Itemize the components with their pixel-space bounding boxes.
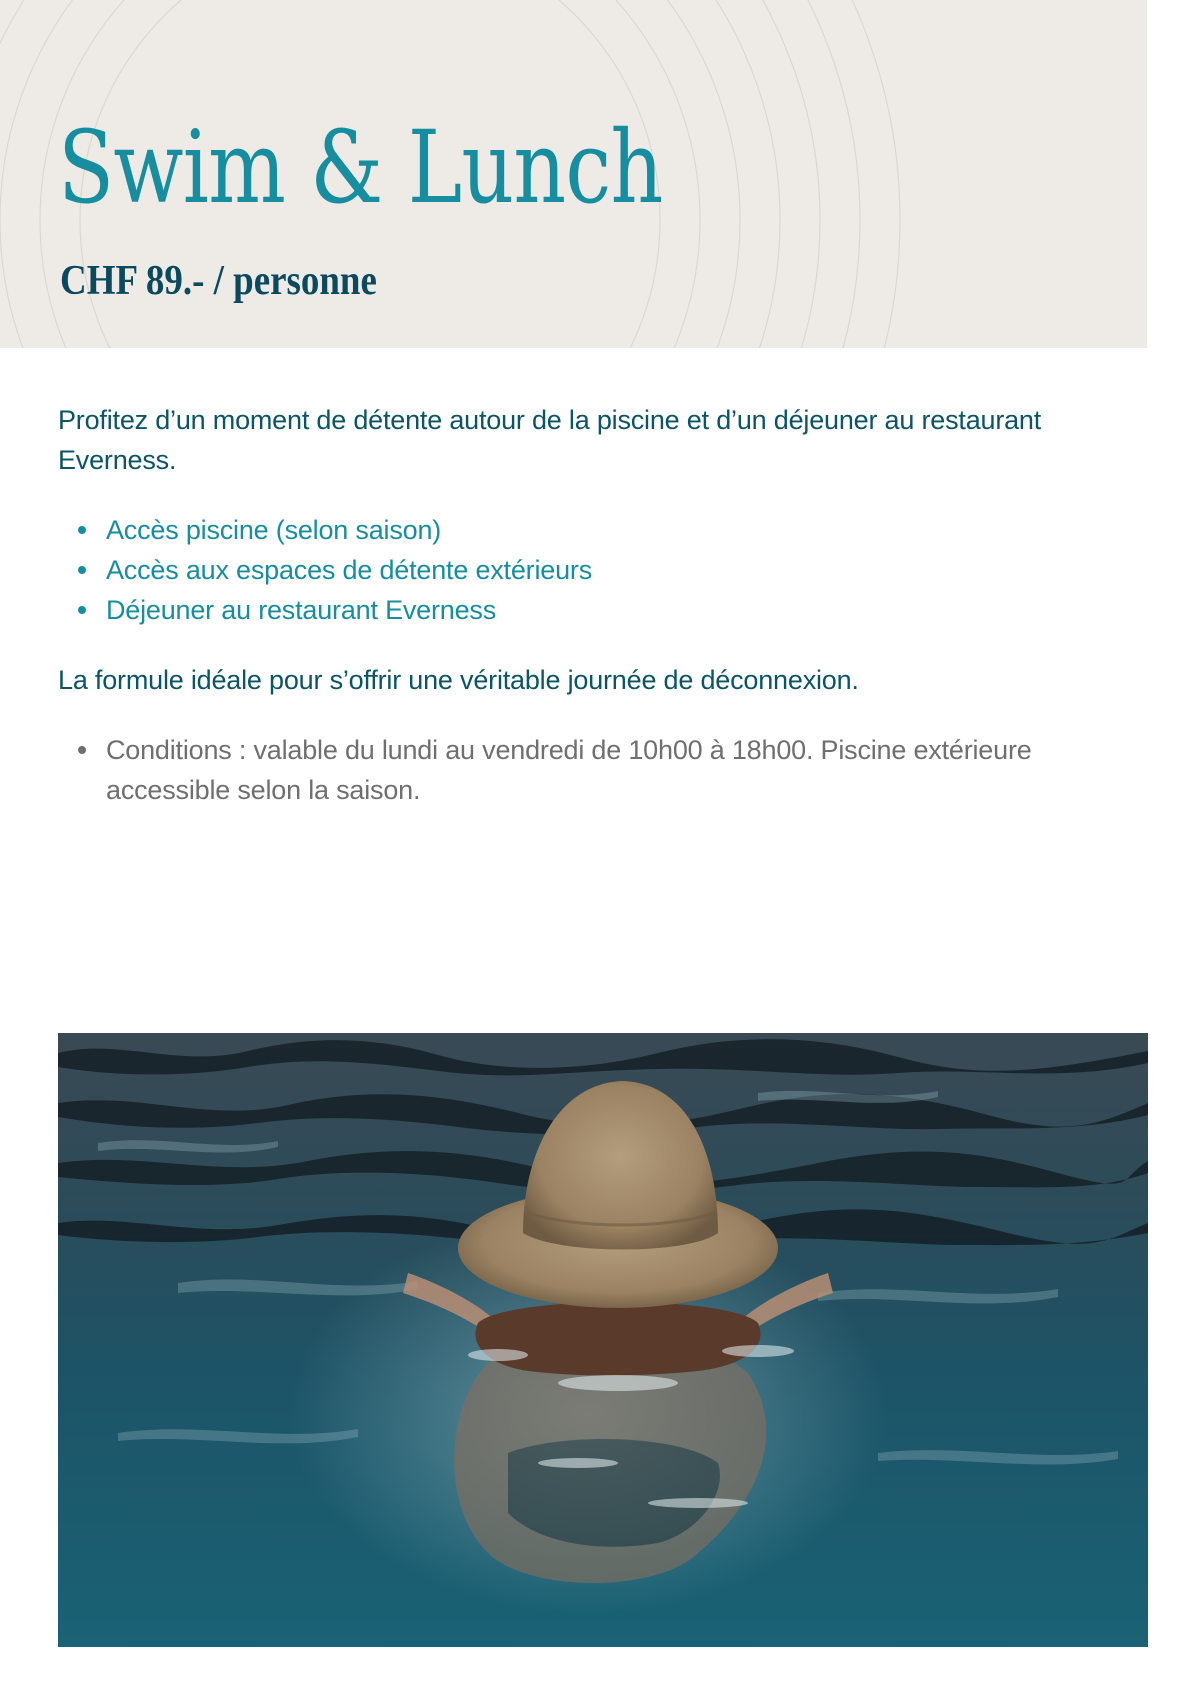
pool-photo [58,1033,1148,1647]
hero-banner [0,0,1147,348]
bullet-icon [78,606,86,614]
intro-paragraph: Profitez d’un moment de détente autour de la piscine et d’un déjeuner au restaurant Everness. [58,405,1042,475]
conditions-text: Conditions : valable du lundi au vendredi de 10h00 à 18h00. Piscine extérieure accessible selon la saison. [106,735,1032,805]
closing-paragraph: La formule idéale pour s’offrir une véritable journée de déconnexion. [58,665,859,695]
bullet-icon [78,566,86,574]
swimmer-in-pool-image [58,1033,1148,1647]
offer-description [58,400,1148,810]
feature-list [58,510,1148,630]
list-item [58,510,1148,550]
list-item [58,730,1148,810]
price-label: CHF 89.- / personne [60,258,377,304]
page-title: Swim & Lunch [58,109,663,226]
list-item [58,550,1148,590]
feature-label: Accès aux espaces de détente extérieurs [106,555,592,585]
feature-label: Accès piscine (selon saison) [106,515,442,545]
feature-label: Déjeuner au restaurant Everness [106,595,497,625]
conditions-list [58,730,1148,810]
bullet-icon [78,526,86,534]
list-item [58,590,1148,630]
bullet-icon [78,746,86,754]
